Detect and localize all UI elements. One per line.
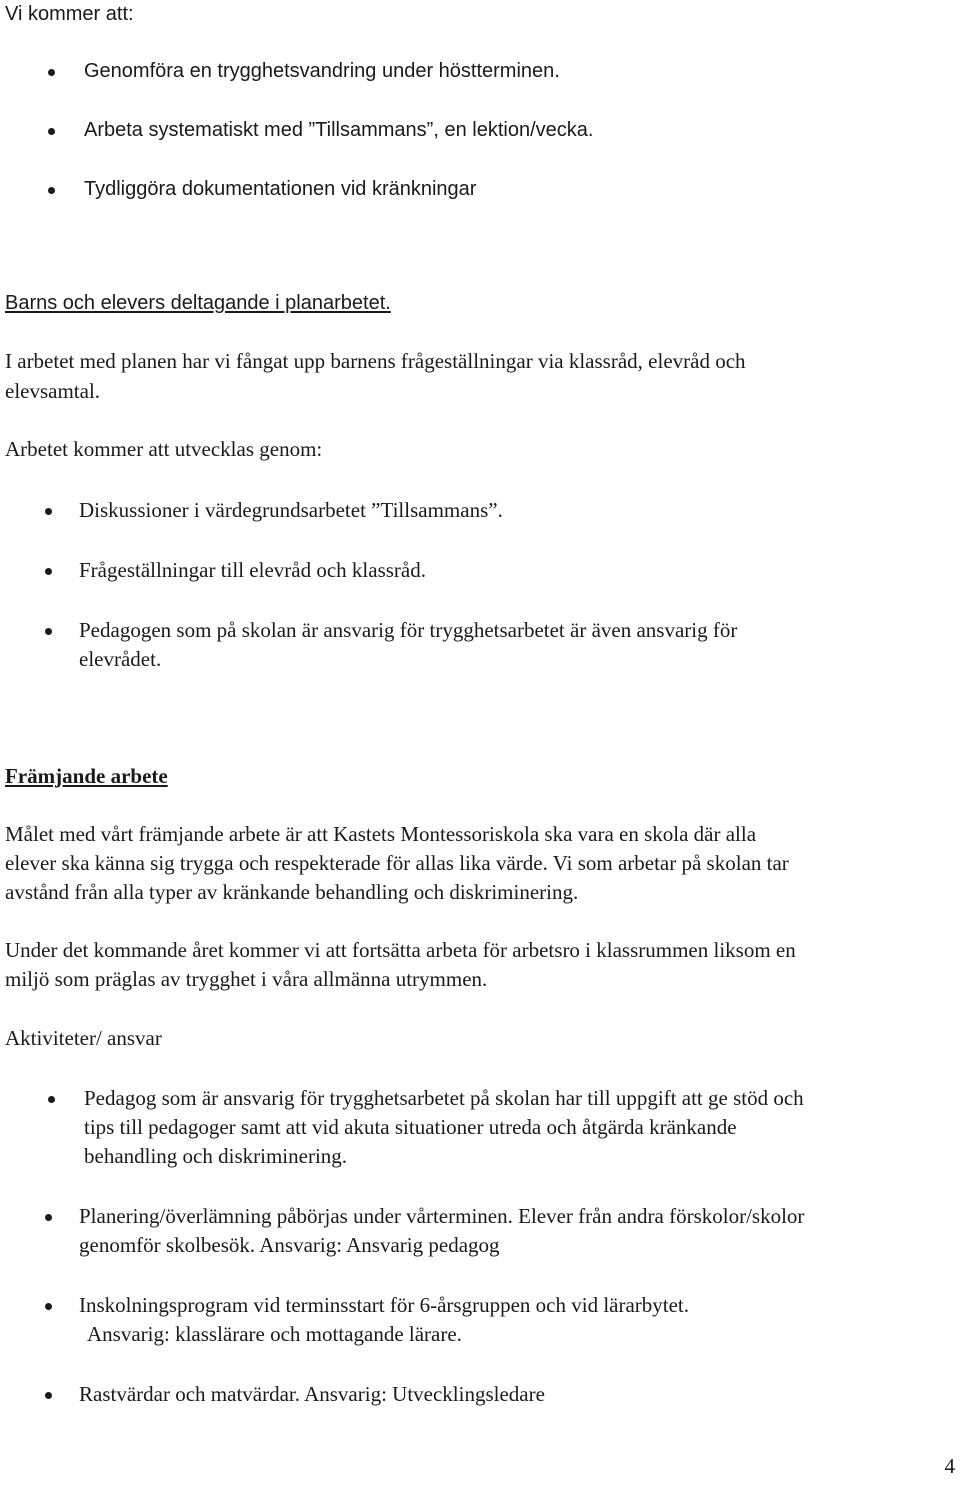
activity-4: Rastvärdar och matvärdar. Ansvarig: Utvecklingsledare bbox=[79, 1382, 545, 1406]
participation-heading: Barns och elevers deltagande i planarbetet. bbox=[5, 292, 391, 314]
participation-item-3-line1: Pedagogen som på skolan är ansvarig för trygghetsarbetet är även ansvarig för bbox=[79, 618, 738, 642]
participation-item-3-line2: elevrådet. bbox=[79, 647, 162, 671]
participation-subheading: Arbetet kommer att utvecklas genom: bbox=[5, 437, 323, 461]
bullet-icon bbox=[48, 69, 55, 76]
bullet-icon bbox=[45, 1392, 52, 1399]
participation-item-2: Frågeställningar till elevråd och klassråd. bbox=[79, 558, 426, 582]
activity-2-line2: genomför skolbesök. Ansvarig: Ansvarig pedagog bbox=[79, 1233, 500, 1257]
bullet-icon bbox=[48, 128, 55, 135]
intro-heading: Vi kommer att: bbox=[5, 3, 134, 25]
bullet-icon bbox=[45, 508, 52, 515]
promotion-heading: Främjande arbete bbox=[5, 764, 168, 788]
bullet-icon bbox=[48, 1096, 55, 1103]
activity-1-line3: behandling och diskriminering. bbox=[84, 1144, 348, 1168]
intro-item-1: Genomföra en trygghetsvandring under höstterminen. bbox=[84, 60, 560, 82]
page-number: 4 bbox=[944, 1454, 955, 1478]
bullet-icon bbox=[45, 1214, 52, 1221]
activity-3-line1: Inskolningsprogram vid terminsstart för 6-årsgruppen och vid lärarbytet. bbox=[79, 1293, 690, 1317]
promotion-para1-line3: avstånd från alla typer av kränkande behandling och diskriminering. bbox=[5, 880, 579, 904]
intro-item-2: Arbeta systematiskt med ”Tillsammans”, en lektion/vecka. bbox=[84, 119, 594, 141]
participation-item-1: Diskussioner i värdegrundsarbetet ”Tillsammans”. bbox=[79, 498, 503, 522]
activities-heading: Aktiviteter/ ansvar bbox=[5, 1026, 162, 1050]
intro-item-3: Tydliggöra dokumentationen vid kränkningar bbox=[84, 178, 477, 200]
activity-1-line2: tips till pedagoger samt att vid akuta situationer utreda och åtgärda kränkande bbox=[84, 1115, 737, 1139]
bullet-icon bbox=[45, 1303, 52, 1310]
participation-para-line1: I arbetet med planen har vi fångat upp barnens frågeställningar via klassråd, elevråd och bbox=[5, 349, 746, 373]
participation-para-line2: elevsamtal. bbox=[5, 379, 101, 403]
bullet-icon bbox=[45, 568, 52, 575]
promotion-para1-line2: elever ska känna sig trygga och respekterade för allas lika värde. Vi som arbetar på skolan tar bbox=[5, 851, 789, 875]
bullet-icon bbox=[48, 187, 55, 194]
promotion-para2-line1: Under det kommande året kommer vi att fortsätta arbeta för arbetsro i klassrummen liksom en bbox=[5, 938, 796, 962]
activity-3-line2: Ansvarig: klasslärare och mottagande lärare. bbox=[87, 1322, 462, 1346]
activity-1-line1: Pedagog som är ansvarig för trygghetsarbetet på skolan har till uppgift att ge stöd och bbox=[84, 1086, 804, 1110]
bullet-icon bbox=[45, 628, 52, 635]
promotion-para2-line2: miljö som präglas av trygghet i våra allmänna utrymmen. bbox=[5, 967, 488, 991]
promotion-para1-line1: Målet med vårt främjande arbete är att Kastets Montessoriskola ska vara en skola där alla bbox=[5, 822, 757, 846]
activity-2-line1: Planering/överlämning påbörjas under vårterminen. Elever från andra förskolor/skolor bbox=[79, 1204, 805, 1228]
